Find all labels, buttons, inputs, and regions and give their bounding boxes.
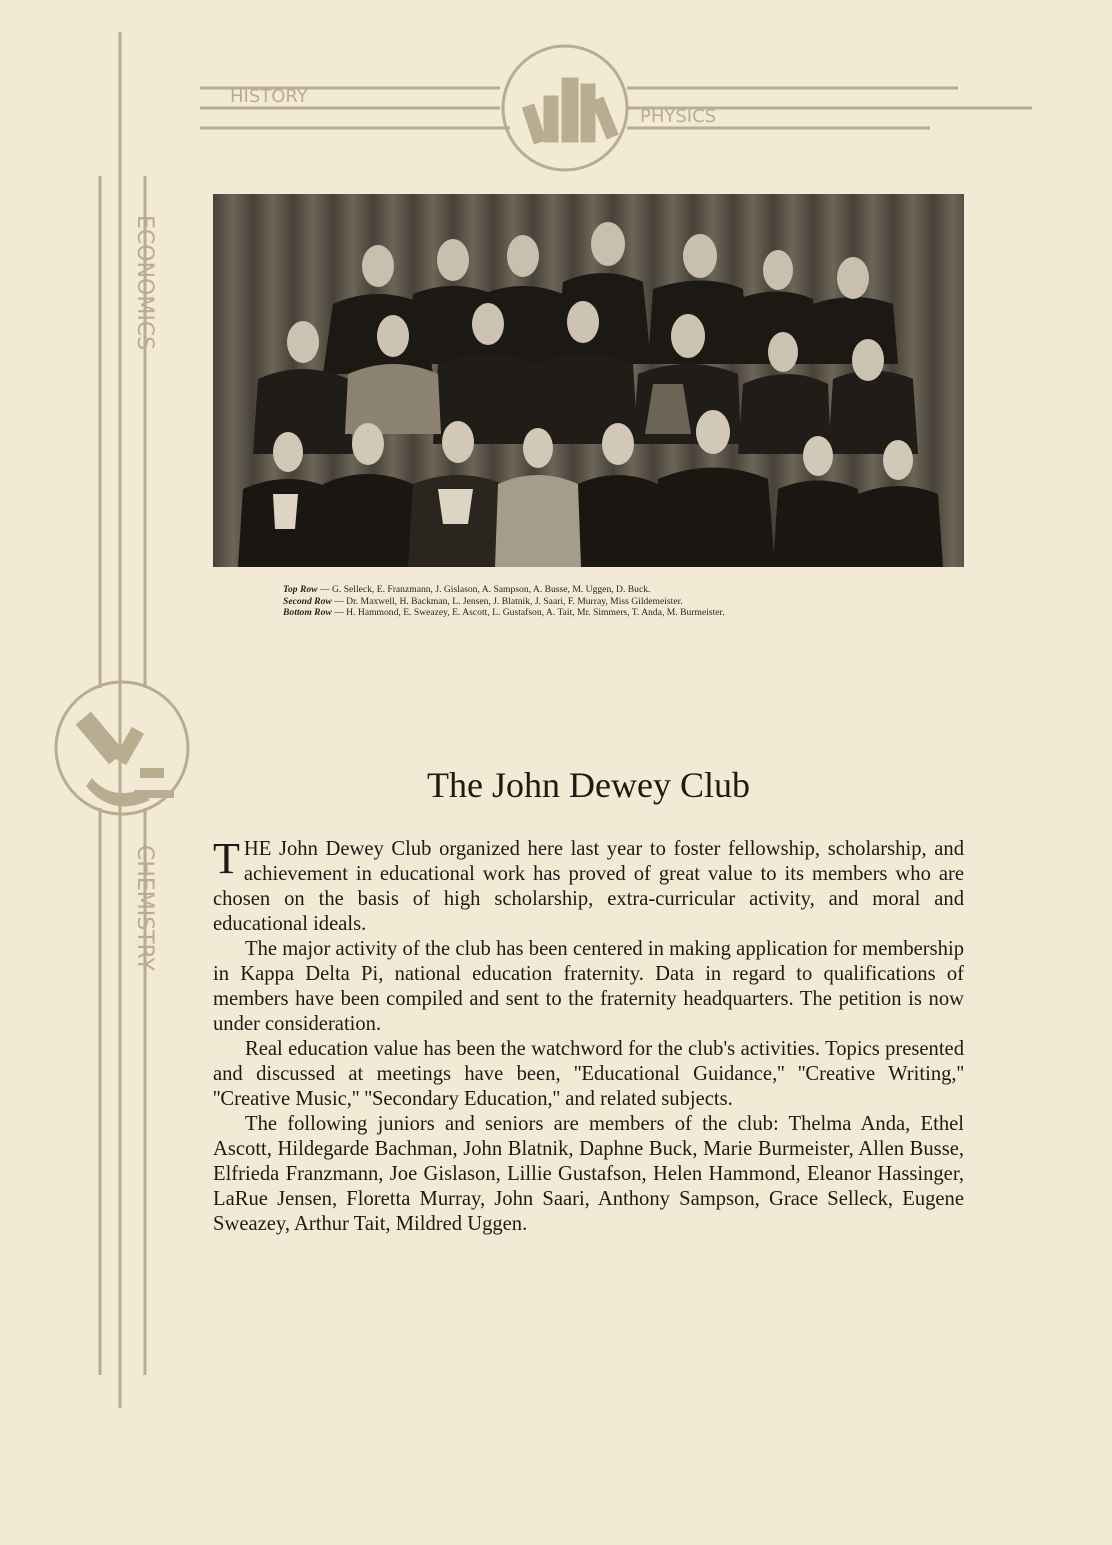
books-icon: [522, 78, 618, 144]
paragraph-1-text: HE John Dewey Club organized here last year to foster fellowship, scholarship, and achievement in educational work has proved of great value to its members who are chosen on the basis of high scholarship, extra-curricular activity, and moral and educational ideals.: [213, 838, 964, 935]
caption-row-names: — H. Hammond, E. Sweazey, E. Ascott, L. Gustafson, A. Tait, Mr. Simmers, T. Anda, M. Burmeister.: [331, 607, 725, 618]
caption-row-names: — Dr. Maxwell, H. Backman, L. Jensen, J. Blatnik, J. Saari, F. Murray, Miss Gildemeister.: [331, 595, 683, 607]
paragraph-2: The major activity of the club has been centered in making application for membership in Kappa Delta Pi, national education fraternity. Data in regard to qualifications of members have been compiled and sent to the fraternity headquarters. The petition is now under consideration.: [213, 938, 964, 1035]
microscope-icon: [76, 712, 174, 807]
paragraph-3: Real education value has been the watchword for the club's activities. Topics presented and discussed at meetings have been, ''Educational Guidance,'' ''Creative Writing,'' ''Creative Music,'' ''Secondary Education,'' and related subjects.: [213, 1038, 964, 1110]
drop-cap: T: [213, 834, 240, 883]
article-body: [213, 834, 964, 1237]
caption-row-second: [283, 596, 963, 608]
caption-row-top: [283, 584, 963, 596]
paragraph-4: The following juniors and seniors are members of the club: Thelma Anda, Ethel Ascott, Hildegarde Bachman, John Blatnik, Daphne Buck, Marie Burmeister, Allen Busse, Elfrieda Franzmann, Joe Gislason, Lillie Gustafson, Helen Hammond, Eleanor Hassinger, LaRue Jensen, Floretta Murray, John Saari, Anthony Sampson, Grace Selleck, Eugene Sweazey, Arthur Tait, Mildred Uggen.: [213, 1113, 964, 1235]
caption-row-label: Bottom Row: [283, 607, 332, 618]
history-label: HISTORY: [230, 86, 308, 107]
caption-row-bottom: [283, 607, 963, 619]
article-title: The John Dewey Club: [427, 765, 750, 805]
photo-caption: [283, 584, 963, 619]
chemistry-label: CHEMISTRY: [132, 845, 157, 971]
economics-label: ECONOMICS: [132, 215, 157, 351]
paragraph-1: [213, 834, 964, 937]
caption-row-label: Second Row: [283, 595, 332, 607]
caption-row-names: — G. Selleck, E. Franzmann, J. Gislason, A. Sampson, A. Busse, M. Uggen, D. Buck.: [317, 584, 651, 595]
caption-row-label: Top Row: [283, 584, 318, 595]
group-photo: [213, 194, 964, 567]
physics-label: PHYSICS: [640, 106, 717, 127]
